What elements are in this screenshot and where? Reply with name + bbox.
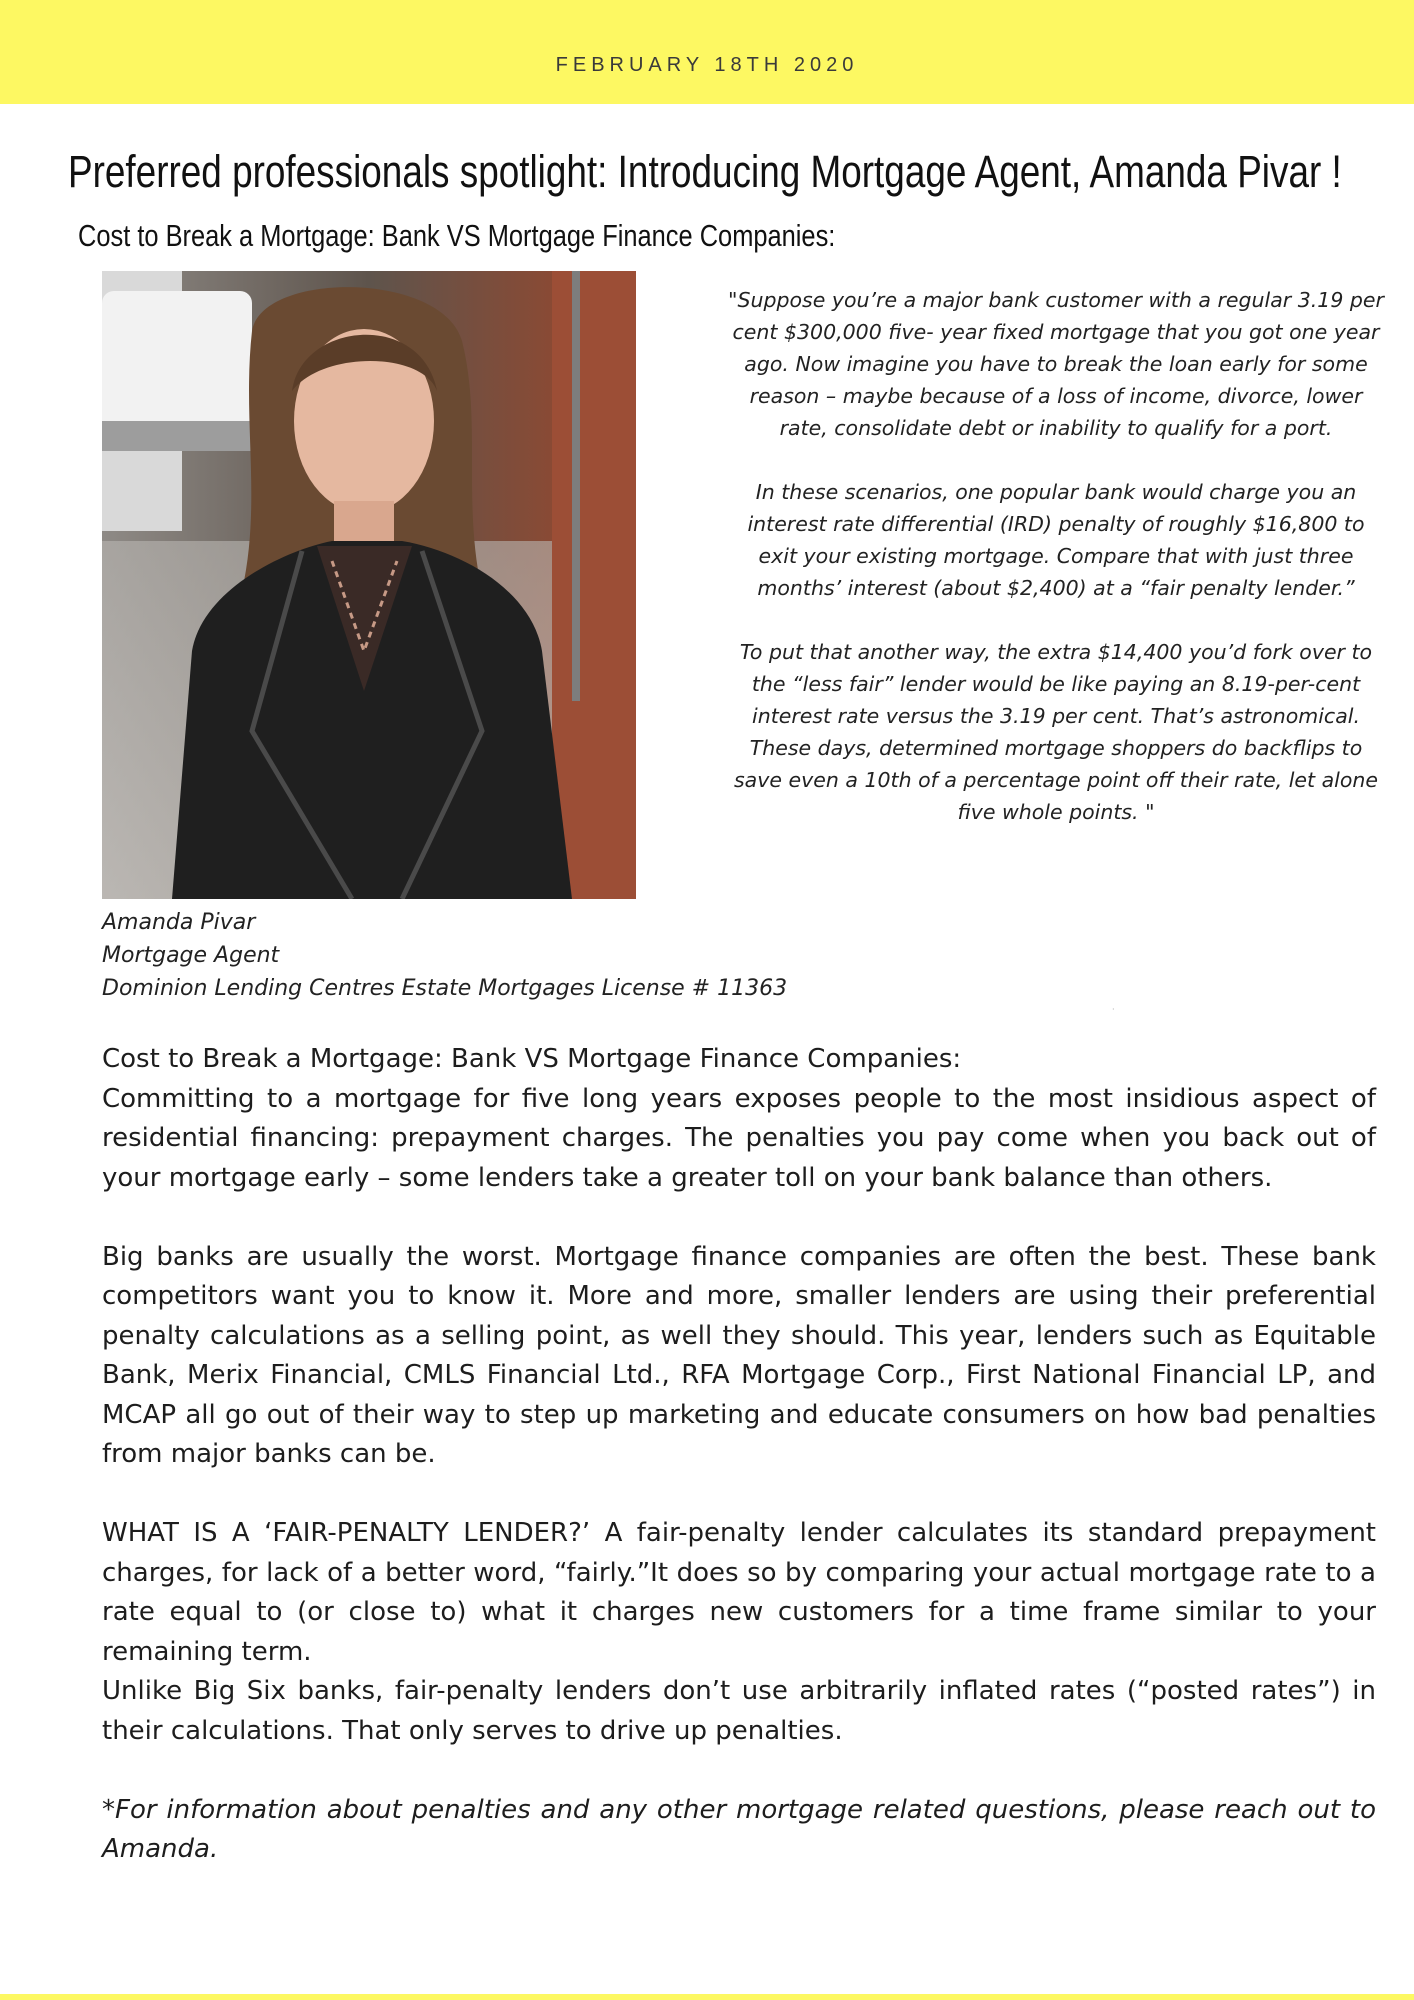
closing-note — [102, 1791, 1376, 1870]
body-paragraph: Committing to a mortgage for five long years exposes people to the most insidious aspect of residential financing: prepayment charges. The penalties you pay come when you back out of your mortgage early – some lenders take a greater toll on your bank balance than others. — [102, 1083, 1376, 1193]
pull-quote — [726, 284, 1386, 860]
body-paragraph: Unlike Big Six banks, fair-penalty lenders don’t use arbitrarily inflated rates (“posted rates”) in their calculations. That only serves to drive up penalties. — [102, 1676, 1376, 1746]
article-subtitle: Cost to Break a Mortgage: Bank VS Mortgage Finance Companies: — [78, 218, 836, 253]
paragraph-spacer — [102, 1475, 1376, 1515]
article-body — [102, 1040, 1376, 1870]
quote-paragraph: "Suppose you’re a major bank customer with a regular 3.19 per cent $300,000 five- year fixed mortgage that you got one year ago. Now imagine you have to break the loan early for some reason – maybe because of a loss of income, divorce, lower rate, consolidate debt or inability to qualify for a port. — [728, 288, 1384, 440]
newsletter-date: FEBRUARY 18TH 2020 — [555, 54, 859, 76]
quote-paragraph: In these scenarios, one popular bank would charge you an interest rate differential (IRD) penalty of roughly $16,800 to exit your existing mortgage. Compare that with just three months’ interest (about $2,400) at a “fair penalty lender.” — [747, 480, 1365, 600]
closing-text: For information about penalties and any other mortgage related questions, please reach out to Amanda. — [102, 1794, 1376, 1864]
header-banner — [0, 0, 1414, 104]
profile-role: Mortgage Agent — [102, 943, 280, 968]
article-title: Preferred professionals spotlight: Introducing Mortgage Agent, Amanda Pivar ! — [68, 146, 1342, 197]
stray-mark: · — [1112, 1005, 1115, 1014]
closing-asterisk: * — [102, 1794, 115, 1825]
footer-banner — [0, 1994, 1414, 2000]
profile-photo — [102, 271, 636, 899]
portrait-illustration — [102, 271, 636, 899]
paragraph-spacer — [102, 1751, 1376, 1791]
quote-paragraph: To put that another way, the extra $14,400 you’d fork over to the “less fair” lender would be like paying an 8.19-per-cent interest rate versus the 3.19 per cent. That’s astronomical. These days, determined mortgage shoppers do backflips to save even a 10th of a percentage point off their rate, let alone five whole points. " — [734, 640, 1378, 824]
profile-name: Amanda Pivar — [102, 910, 256, 935]
profile-caption — [102, 906, 902, 1005]
profile-license: Dominion Lending Centres Estate Mortgages License # 11363 — [102, 976, 788, 1001]
body-paragraph: WHAT IS A ‘FAIR-PENALTY LENDER?’ A fair-penalty lender calculates its standard prepayment charges, for lack of a better word, “fairly.”It does so by comparing your actual mortgage rate to a rate equal to (or close to) what it charges new customers for a time frame similar to your remaining term. — [102, 1518, 1376, 1667]
body-paragraph: Big banks are usually the worst. Mortgage finance companies are often the best. These bank competitors want you to know it. More and more, smaller lenders are using their preferential penalty calculations as a selling point, as well they should. This year, lenders such as Equitable Bank, Merix Financial, CMLS Financial Ltd., RFA Mortgage Corp., First National Financial LP, and MCAP all go out of their way to step up marketing and educate consumers on how bad penalties from major banks can be. — [102, 1241, 1376, 1469]
body-heading: Cost to Break a Mortgage: Bank VS Mortgage Finance Companies: — [102, 1044, 962, 1074]
paragraph-spacer — [102, 1198, 1376, 1238]
